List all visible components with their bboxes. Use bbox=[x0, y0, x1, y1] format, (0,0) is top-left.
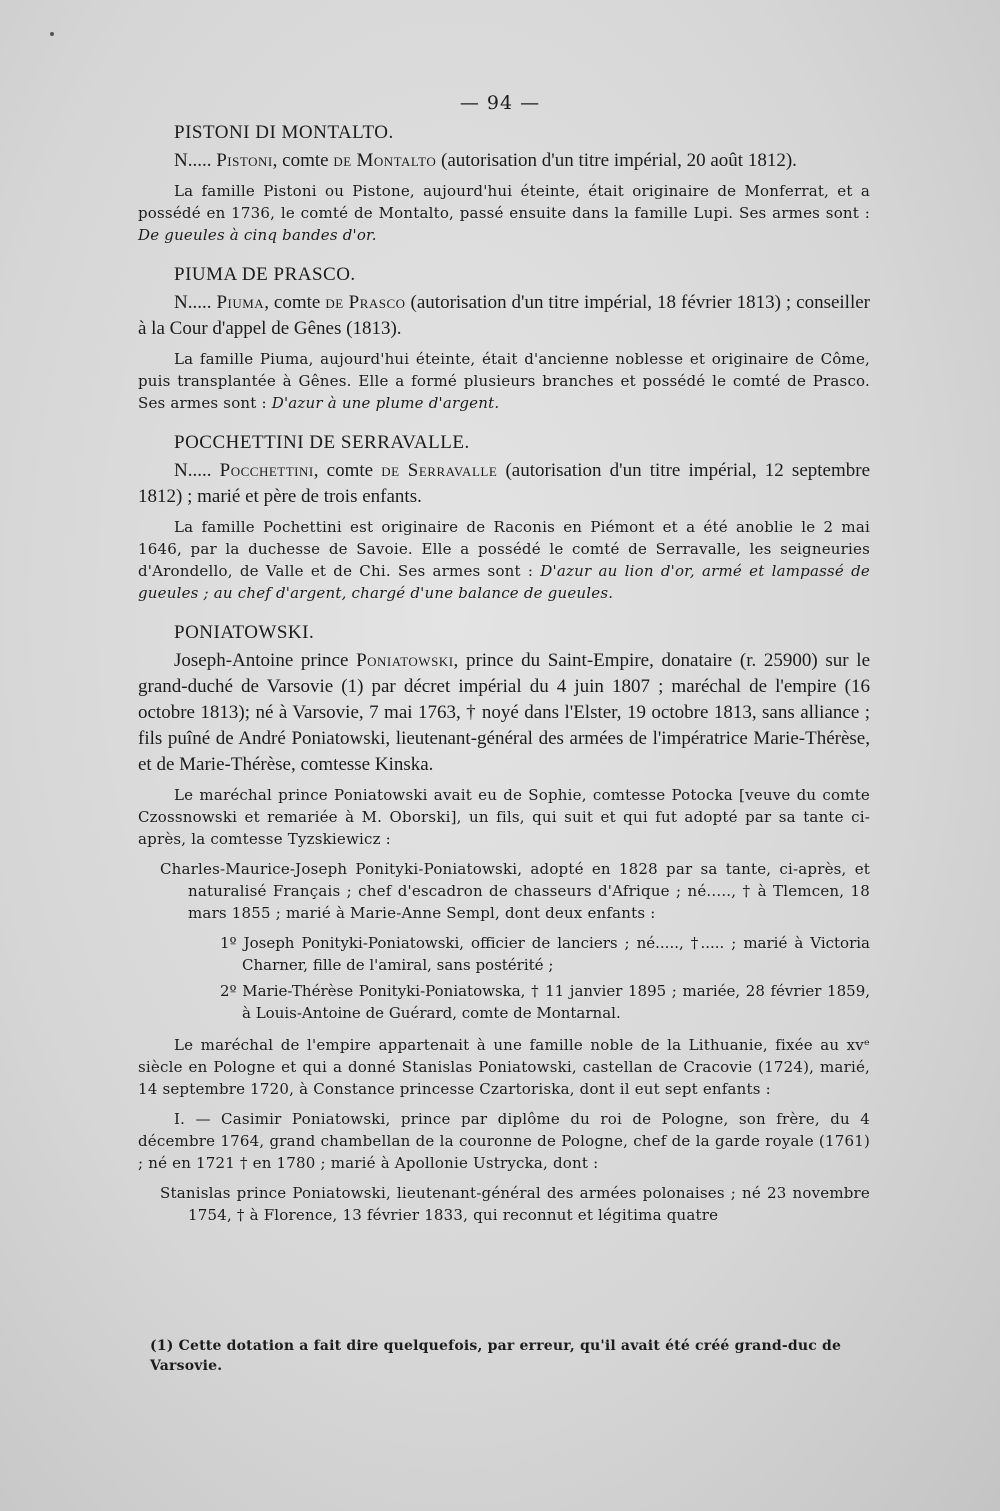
descendant-text: Stanislas prince Poniatowski, lieutenant-général des armées polonaises ; né 23 novembre 1754, † à Florence, 13 février 1833, qui reconnut et légitima quatre bbox=[160, 1184, 870, 1224]
lineage-entry: I. — Casimir Poniatowski, prince par diplôme du roi de Pologne, son frère, du 4 décembre 1764, grand chambellan de la couronne de Pologne, chef de la garde royale (1761) ; né en 1721 † en 1780 ; marié à Apollonie Ustrycka, dont : bbox=[138, 1110, 870, 1172]
note-paragraph: Le maréchal prince Poniatowski avait eu de Sophie, comtesse Potocka [veuve du comte Czossnowski et remariée à M. Oborski], un fils, qui suit et qui fut adopté par sa tante ci-après, la comtesse Tyzskiewicz : bbox=[138, 786, 870, 848]
section-heading: PIUMA DE PRASCO. bbox=[174, 264, 356, 285]
section-heading: PONIATOWSKI. bbox=[174, 622, 315, 643]
particle: de bbox=[381, 460, 400, 481]
entry-prefix: N..... bbox=[174, 150, 217, 171]
entry-rest: (autorisation d'un titre impérial, 20 août 1812). bbox=[436, 150, 797, 171]
page-number: — 94 — bbox=[459, 92, 541, 114]
entry-mid: , comte bbox=[313, 460, 382, 481]
note-text: La famille Piuma, aujourd'hui éteinte, était d'ancienne noblesse et originaire de Côme, puis transplantée à Gênes. Elle a formé plusieurs branches et possédé le comté de Prasco. Ses armes sont : bbox=[138, 350, 870, 412]
entry-rest: , prince du Saint-Empire, donataire (r. 25900) sur le grand-duché de Varsovie (1) par décret impérial du 4 juin 1807 ; maréchal de l'empire (16 octobre 1813); né à Varsovie, 7 mai 1763, † noyé dans l'Elster, 19 octobre 1813, sans alliance ; fils puîné de André Poniatowski, lieutenant-général des armées de l'impératrice Marie-Thérèse, et de Marie-Thérèse, comtesse Kinska. bbox=[138, 650, 870, 775]
section-piuma bbox=[138, 264, 870, 414]
note-paragraph bbox=[138, 180, 870, 246]
title-name: Serravalle bbox=[407, 460, 498, 481]
title-name: Prasco bbox=[348, 292, 406, 313]
family-name: Piuma bbox=[216, 292, 265, 313]
family-name: Pocchettini bbox=[219, 460, 314, 481]
child-entry: 2º Marie-Thérèse Ponityki-Poniatowska, † 11 janvier 1895 ; mariée, 28 février 1859, à Louis-Antoine de Guérard, comte de Montarnal. bbox=[220, 982, 870, 1022]
child-entry: 1º Joseph Ponityki-Poniatowski, officier de lanciers ; né....., †..... ; marié à Victoria Charner, fille de l'amiral, sans postérité ; bbox=[220, 934, 870, 974]
section-heading: POCCHETTINI DE SERRAVALLE. bbox=[174, 432, 470, 453]
descendant-entry bbox=[138, 858, 870, 924]
entry-prefix: N..... bbox=[174, 460, 220, 481]
descendant-text: Charles-Maurice-Joseph Ponityki-Poniatowski, adopté en 1828 par sa tante, ci-après, et naturalisé Français ; chef d'escadron de chasseurs d'Afrique ; né....., † à Tlemcen, 18 mars 1855 ; marié à Marie-Anne Sempl, dont deux enfants : bbox=[160, 860, 870, 922]
particle: de bbox=[333, 150, 352, 171]
note-paragraph bbox=[138, 348, 870, 414]
entry-rest: (autorisation d'un titre impérial, 12 septembre 1812) ; marié et père de trois enfants. bbox=[138, 460, 871, 507]
footnote: (1) Cette dotation a fait dire quelquefois, par erreur, qu'il avait été créé grand-duc de Varsovie. bbox=[150, 1338, 842, 1374]
family-name: Pistoni bbox=[216, 150, 273, 171]
coat-of-arms: De gueules à cinq bandes d'or. bbox=[138, 226, 377, 244]
coat-of-arms: D'azur à une plume d'argent. bbox=[271, 394, 500, 412]
note-text: La famille Pistoni ou Pistone, aujourd'hui éteinte, était originaire de Monferrat, et a possédé en 1736, le comté de Montalto, passé ensuite dans la famille Lupi. Ses armes sont : bbox=[138, 182, 870, 222]
entry-mid: , comte bbox=[272, 150, 334, 171]
ink-speck bbox=[50, 32, 54, 36]
entry-paragraph bbox=[138, 290, 870, 342]
coat-of-arms: D'azur au lion d'or, armé et lampassé de gueules ; au chef d'argent, chargé d'une balance de gueules. bbox=[138, 562, 870, 602]
page-body bbox=[138, 122, 870, 1234]
note-paragraph bbox=[138, 516, 870, 604]
note-paragraph: Le maréchal de l'empire appartenait à une famille noble de la Lithuanie, fixée au xvᵉ siècle en Pologne et qui a donné Stanislas Poniatowski, castellan de Cracovie (1724), marié, 14 septembre 1720, à Constance princesse Czartoriska, dont il eut sept enfants : bbox=[138, 1036, 870, 1098]
section-poniatowski bbox=[138, 622, 870, 1226]
entry-rest: (autorisation d'un titre impérial, 18 février 1813) ; conseiller à la Cour d'appel de Gênes (1813). bbox=[138, 292, 871, 339]
section-heading: PISTONI DI MONTALTO. bbox=[174, 122, 394, 143]
entry-paragraph bbox=[138, 148, 870, 174]
entry-paragraph bbox=[138, 648, 870, 778]
descendant-entry bbox=[138, 1182, 870, 1226]
entry-prefix: N..... bbox=[174, 292, 217, 313]
entry-prefix: Joseph-Antoine prince bbox=[174, 650, 357, 671]
title-name: Montalto bbox=[356, 150, 437, 171]
entry-mid: , comte bbox=[264, 292, 326, 313]
section-pocchettini bbox=[138, 432, 870, 604]
section-pistoni bbox=[138, 122, 870, 246]
particle: de bbox=[325, 292, 344, 313]
entry-paragraph bbox=[138, 458, 870, 510]
note-text: La famille Pochettini est originaire de Raconis en Piémont et a été anoblie le 2 mai 1646, par la duchesse de Savoie. Elle a possédé le comté de Serravalle, les seigneuries d'Arondello, de Valle et de Chi. Ses armes sont : bbox=[138, 518, 870, 580]
family-name: Poniatowski bbox=[356, 650, 454, 671]
